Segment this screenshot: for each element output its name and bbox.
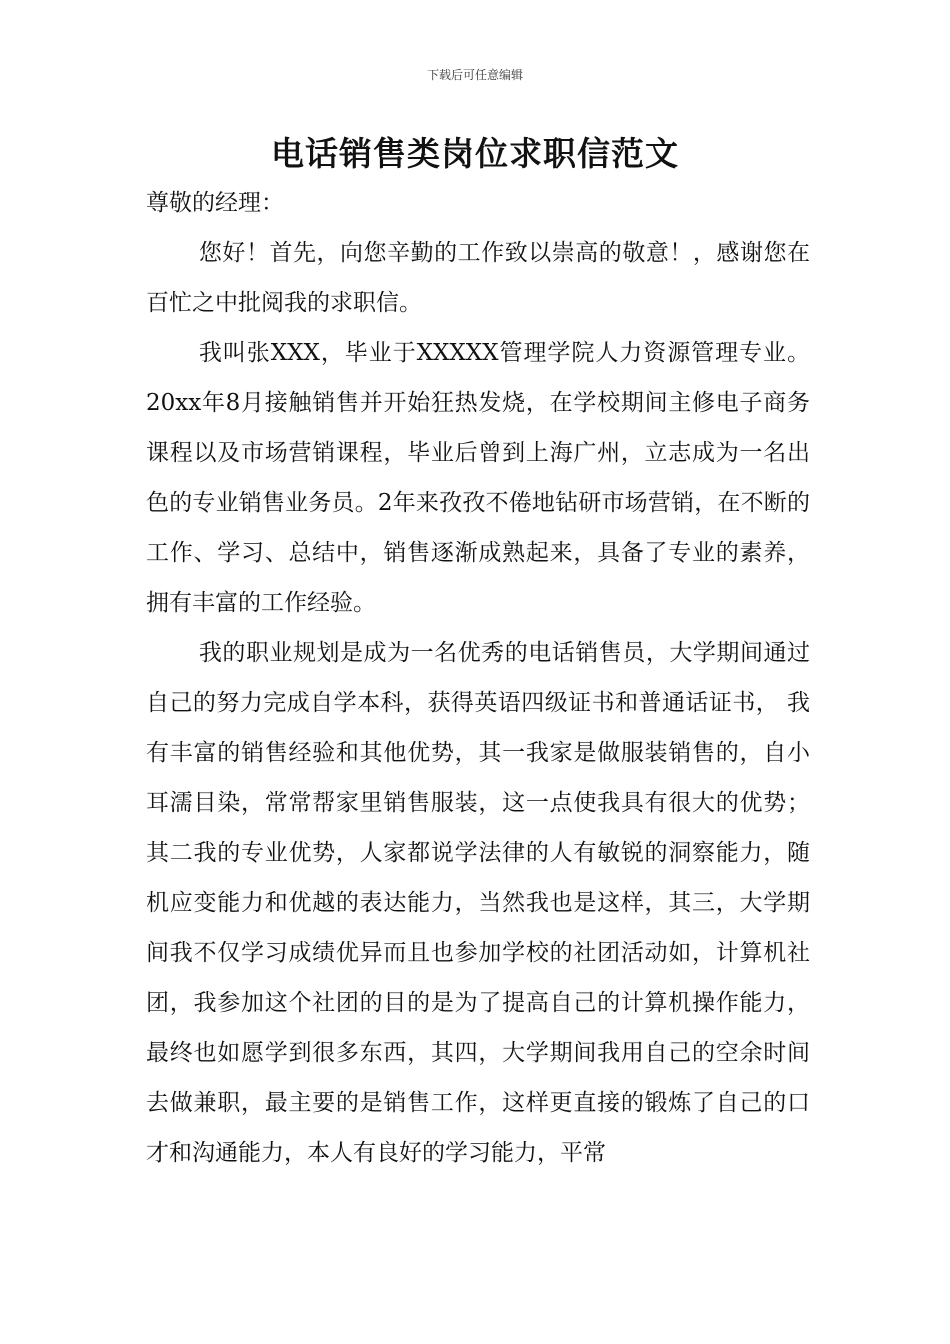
paragraph-career-plan: 我的职业规划是成为一名优秀的电话销售员，大学期间通过自己的努力完成自学本科，获得英语四级证书和普通话证书， 我有丰富的销售经验和其他优势，其一我家是做服装销售的，自小耳濡目染，常常帮家里销售服装，这一点使我具有很大的优势；其二我的专业优势，人家都说学法律的人有敏锐的洞察能力，随机应变能力和优越的表达能力，当然我也是这样，其三，大学期间我不仅学习成绩优异而且也参加学校的社团活动如，计算机社团，我参加这个社团的目的是为了提高自己的计算机操作能力，最终也如愿学到很多东西，其四，大学期间我用自己的空余时间去做兼职，最主要的是销售工作，这样更直接的锻炼了自己的口才和沟通能力，本人有良好的学习能力，平常 xyxy=(146,640,810,1166)
page-header-note: 下载后可任意编辑 xyxy=(426,68,523,82)
document-title: 电话销售类岗位求职信范文 xyxy=(271,134,679,173)
paragraph-greeting: 您好！首先，向您辛勤的工作致以崇高的敬意！，感谢您在百忙之中批阅我的求职信。 xyxy=(146,240,810,316)
letter-body xyxy=(146,178,810,1178)
salutation: 尊敬的经理： xyxy=(146,190,284,216)
paragraph-introduction: 我叫张XXX，毕业于XXXXX管理学院人力资源管理专业。20xx年8月接触销售并开始狂热发烧，在学校期间主修电子商务课程以及市场营销课程，毕业后曾到上海广州，立志成为一名出色的专业销售业务员。2年来孜孜不倦地钻研市场营销，在不断的工作、学习、总结中，销售逐渐成熟起来，具备了专业的素养，拥有丰富的工作经验。 xyxy=(146,340,810,616)
